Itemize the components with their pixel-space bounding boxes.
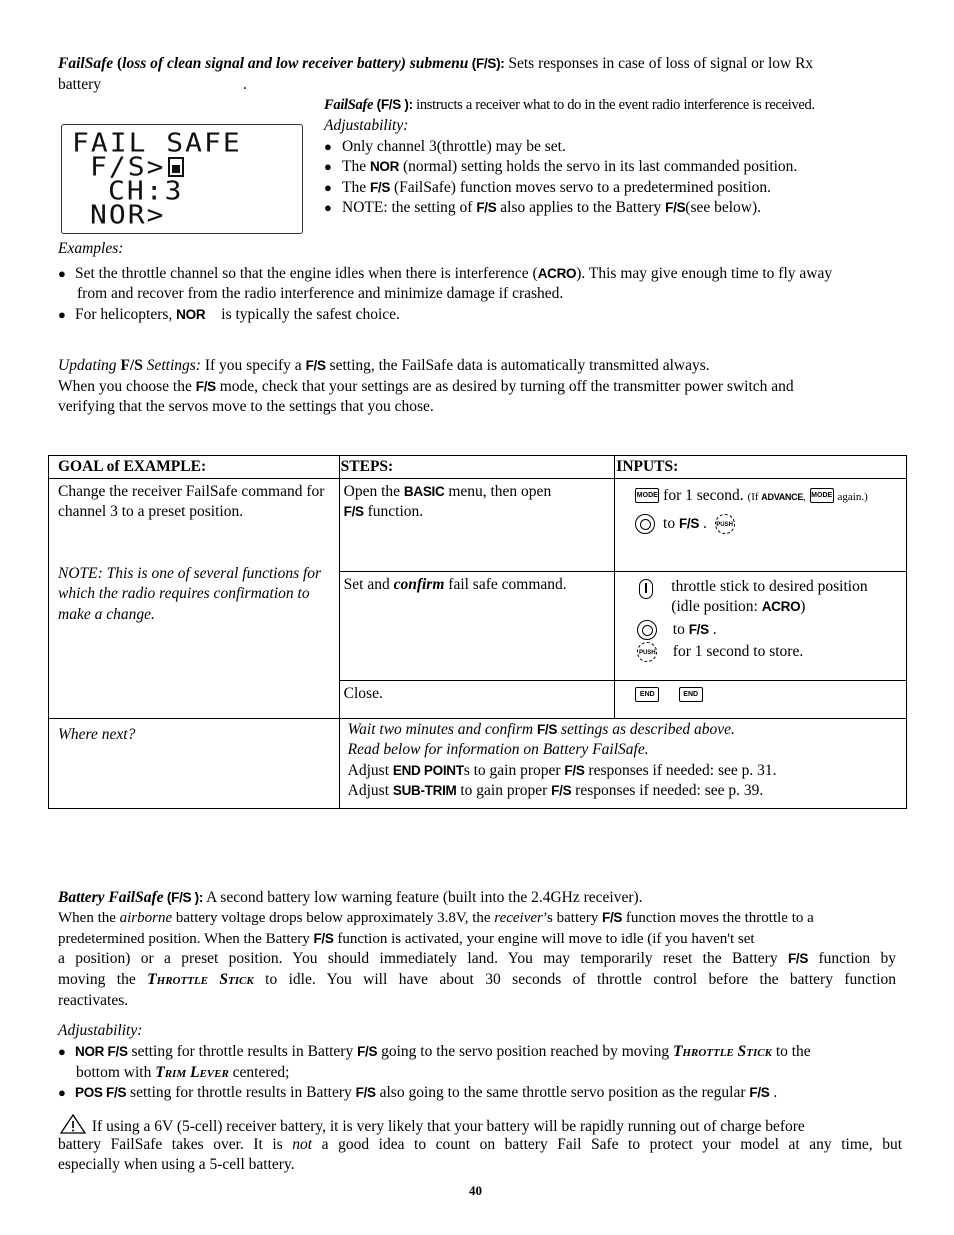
goal-table	[48, 455, 907, 809]
battery-bullet-1: ● NOR F/S setting for throttle results in Battery F/S going to the servo position reached by moving Throttle Stick to the	[58, 1043, 811, 1060]
stick-icon	[639, 579, 653, 599]
input-open-menu: MODE for 1 second. (If ADVANCE, MODE again.) to F/S . PUSH	[615, 478, 907, 571]
warning-icon	[58, 1114, 88, 1134]
battery-p-line-2: predetermined position. When the Battery F/S function is activated, your engine will move to idle (if you haven't set	[58, 931, 755, 947]
example-bullet-2: ● For helicopters, NOR is typically the safest choice.	[58, 306, 400, 323]
battery-adjustability: Adjustability:	[58, 1022, 143, 1039]
step-set-confirm: Set and confirm fail safe command.	[339, 571, 615, 680]
battery-p-line-4: moving the Throttle Stick to idle. You will have about 30 seconds of throttle control before the battery function	[58, 971, 897, 988]
warning-line-1: If using a 6V (5-cell) receiver battery, it is very likely that your battery will be rapidly running out of charge before	[58, 1114, 908, 1138]
example-bullet-1: ● Set the throttle channel so that the engine idles when there is interference (ACRO). This may give enough time to fly away	[58, 265, 833, 282]
lcd-line-2: F/S>	[90, 151, 166, 182]
battery-p-line-3: a position) or a preset position. You should immediately land. You may temporarily reset the Battery F/S function by	[58, 950, 897, 967]
page-number: 40	[469, 1183, 482, 1198]
failsafe-bullet-2: ● The NOR (normal) setting holds the servo in its last commanded position.	[324, 158, 798, 175]
failsafe-bullet-3: ● The F/S (FailSafe) function moves servo to a predetermined position.	[324, 179, 772, 196]
input-close	[615, 680, 907, 718]
warning-line-3: especially when using a 5-cell battery.	[58, 1156, 295, 1173]
goal-cell: Change the receiver FailSafe command for channel 3 to a preset position. NOTE: This is one of several functions for which the radio requires confirmation to make a change.	[49, 478, 340, 718]
updating-line-2: When you choose the F/S mode, check that your settings are as desired by turning off the transmitter power switch and	[58, 378, 794, 395]
step-open-menu: Open the BASIC menu, then open F/S function.	[339, 478, 615, 571]
lcd-line-3: CH:3	[108, 175, 184, 206]
battery-bullet-1-cont: bottom with Trim Lever centered;	[76, 1064, 290, 1081]
examples-label: Examples:	[58, 240, 124, 257]
step-close: Close.	[339, 680, 615, 718]
dial-icon	[637, 620, 657, 640]
intro-heading: FailSafe (loss of clean signal and low receiver battery) submenu (F/S): Sets responses in case of loss of signal or low Rx	[58, 55, 814, 72]
table-row	[49, 718, 907, 808]
lcd-line-1: FAIL SAFE	[72, 127, 242, 158]
intro-dot: .	[243, 76, 247, 93]
failsafe-title: FailSafe (F/S ): instructs a receiver what to do in the event radio interference is received.	[324, 97, 815, 113]
updating-line-1: Updating F/S Settings: If you specify a F/S setting, the FailSafe data is automatically transmitted always.	[58, 357, 710, 374]
push-dial-icon: PUSH	[637, 642, 657, 662]
dial-icon	[635, 514, 655, 534]
battery-p-line-1: When the airborne battery voltage drops below approximately 3.8V, the receiver’s battery F/S function moves the throttle to a	[58, 910, 814, 926]
failsafe-adjustability: Adjustability:	[324, 117, 409, 134]
table-row	[49, 478, 907, 571]
end-button-icon: END	[679, 687, 703, 702]
intro-line2: battery	[58, 76, 102, 93]
warning-line-2: battery FailSafe takes over. It is not a good idea to count on battery Fail Safe to protect your model at any time, but	[58, 1136, 903, 1153]
push-dial-icon: PUSH	[715, 514, 735, 534]
lcd-battery-icon	[168, 157, 184, 177]
header-inputs: INPUTS:	[615, 456, 907, 479]
where-next: Where next?	[49, 718, 340, 808]
battery-bullet-2: ● POS F/S setting for throttle results in Battery F/S also going to the same throttle servo position as the regular F/S .	[58, 1084, 778, 1101]
header-goal: GOAL of EXAMPLE:	[49, 456, 340, 479]
end-button-icon: END	[635, 687, 659, 702]
failsafe-bullet-1: ● Only channel 3(throttle) may be set.	[324, 138, 566, 155]
failsafe-bullet-4: ● NOTE: the setting of F/S also applies to the Battery F/S(see below).	[324, 199, 762, 216]
battery-title: Battery FailSafe (F/S ): A second battery low warning feature (built into the 2.4GHz receiver).	[58, 889, 643, 906]
lcd-screen	[61, 124, 303, 234]
example-bullet-1-cont: from and recover from the radio interference and minimize damage if crashed.	[77, 285, 564, 302]
battery-p-line-5: reactivates.	[58, 992, 129, 1009]
updating-line-3: verifying that the servos move to the settings that you chose.	[58, 398, 434, 415]
mode-button-icon: MODE	[810, 488, 834, 503]
input-set-confirm: throttle stick to desired position (idle position: ACRO) to F/S . PUSH for 1 second to store.	[615, 571, 907, 680]
next-steps: Wait two minutes and confirm F/S settings as described above. Read below for information on Battery FailSafe. Adjust END POINTs to gain proper F/S responses if needed: see p. 31. Adjust SUB-TRIM to gain proper F/S responses if needed: see p. 39.	[339, 718, 906, 808]
mode-button-icon: MODE	[635, 488, 659, 503]
header-steps: STEPS:	[339, 456, 615, 479]
table-header-row	[49, 456, 907, 479]
lcd-line-4: NOR>	[90, 199, 166, 230]
